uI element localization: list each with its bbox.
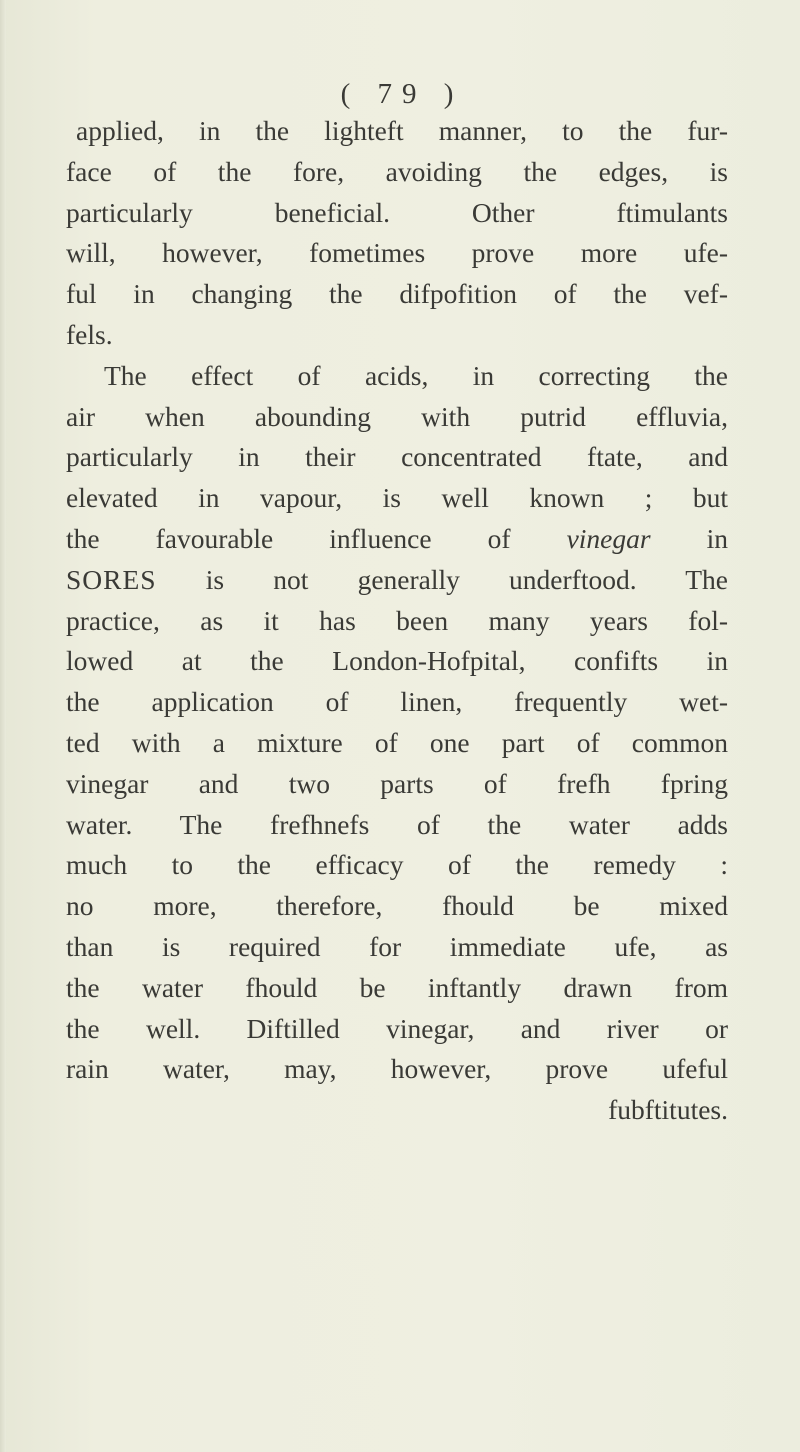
text-line: the water fhould be inftantly drawn from: [66, 971, 728, 1003]
text-line-with-italic: [66, 519, 728, 560]
text-line: water. The frefhnefs of the water adds: [66, 808, 728, 840]
text-segment: the favourable influence of: [66, 522, 511, 554]
text-line: than is required for immediate ufe, as: [66, 930, 728, 962]
text-line: practice, as it has been many years fol-: [66, 604, 728, 636]
text-line: vinegar and two parts of frefh fpring: [66, 767, 728, 799]
text-line-with-small-caps: [66, 560, 728, 601]
text-line: ted with a mixture of one part of common: [66, 726, 728, 758]
page-edge: [0, 0, 6, 1452]
text-line: lowed at the London-Hofpital, confifts in: [66, 645, 728, 677]
page-number: ( 79 ): [340, 78, 464, 110]
text-line: face of the fore, avoiding the edges, is: [66, 155, 728, 187]
text-line: no more, therefore, fhould be mixed: [66, 890, 728, 922]
text-line: fels.: [66, 318, 113, 350]
text-line: much to the efficacy of the remedy :: [66, 849, 728, 881]
text-line: elevated in vapour, is well known ; but: [66, 482, 728, 514]
body-text: [66, 111, 728, 1131]
text-line: applied, in the lighteft manner, to the fur-: [76, 115, 728, 146]
text-line: rain water, may, however, prove ufeful: [66, 1053, 728, 1085]
text-line: particularly beneficial. Other ftimulants: [66, 196, 728, 228]
text-line: ful in changing the difpofition of the vef-: [66, 278, 728, 310]
text-line: the application of linen, frequently wet-: [66, 686, 728, 718]
italic-word: vinegar: [566, 522, 651, 554]
text-segment: is not generally underftood. The: [205, 563, 728, 595]
small-caps-word: SORES: [66, 563, 157, 595]
text-line: will, however, fometimes prove more ufe-: [66, 237, 728, 269]
catchword: fubftitutes.: [608, 1094, 728, 1126]
text-line: particularly in their concentrated ftate, and: [66, 441, 728, 473]
text-line: air when abounding with putrid effluvia,: [66, 400, 728, 432]
text-segment: in: [706, 522, 729, 554]
text-line: the well. Diftilled vinegar, and river or: [66, 1012, 728, 1044]
text-line: The effect of acids, in correcting the: [104, 359, 728, 391]
